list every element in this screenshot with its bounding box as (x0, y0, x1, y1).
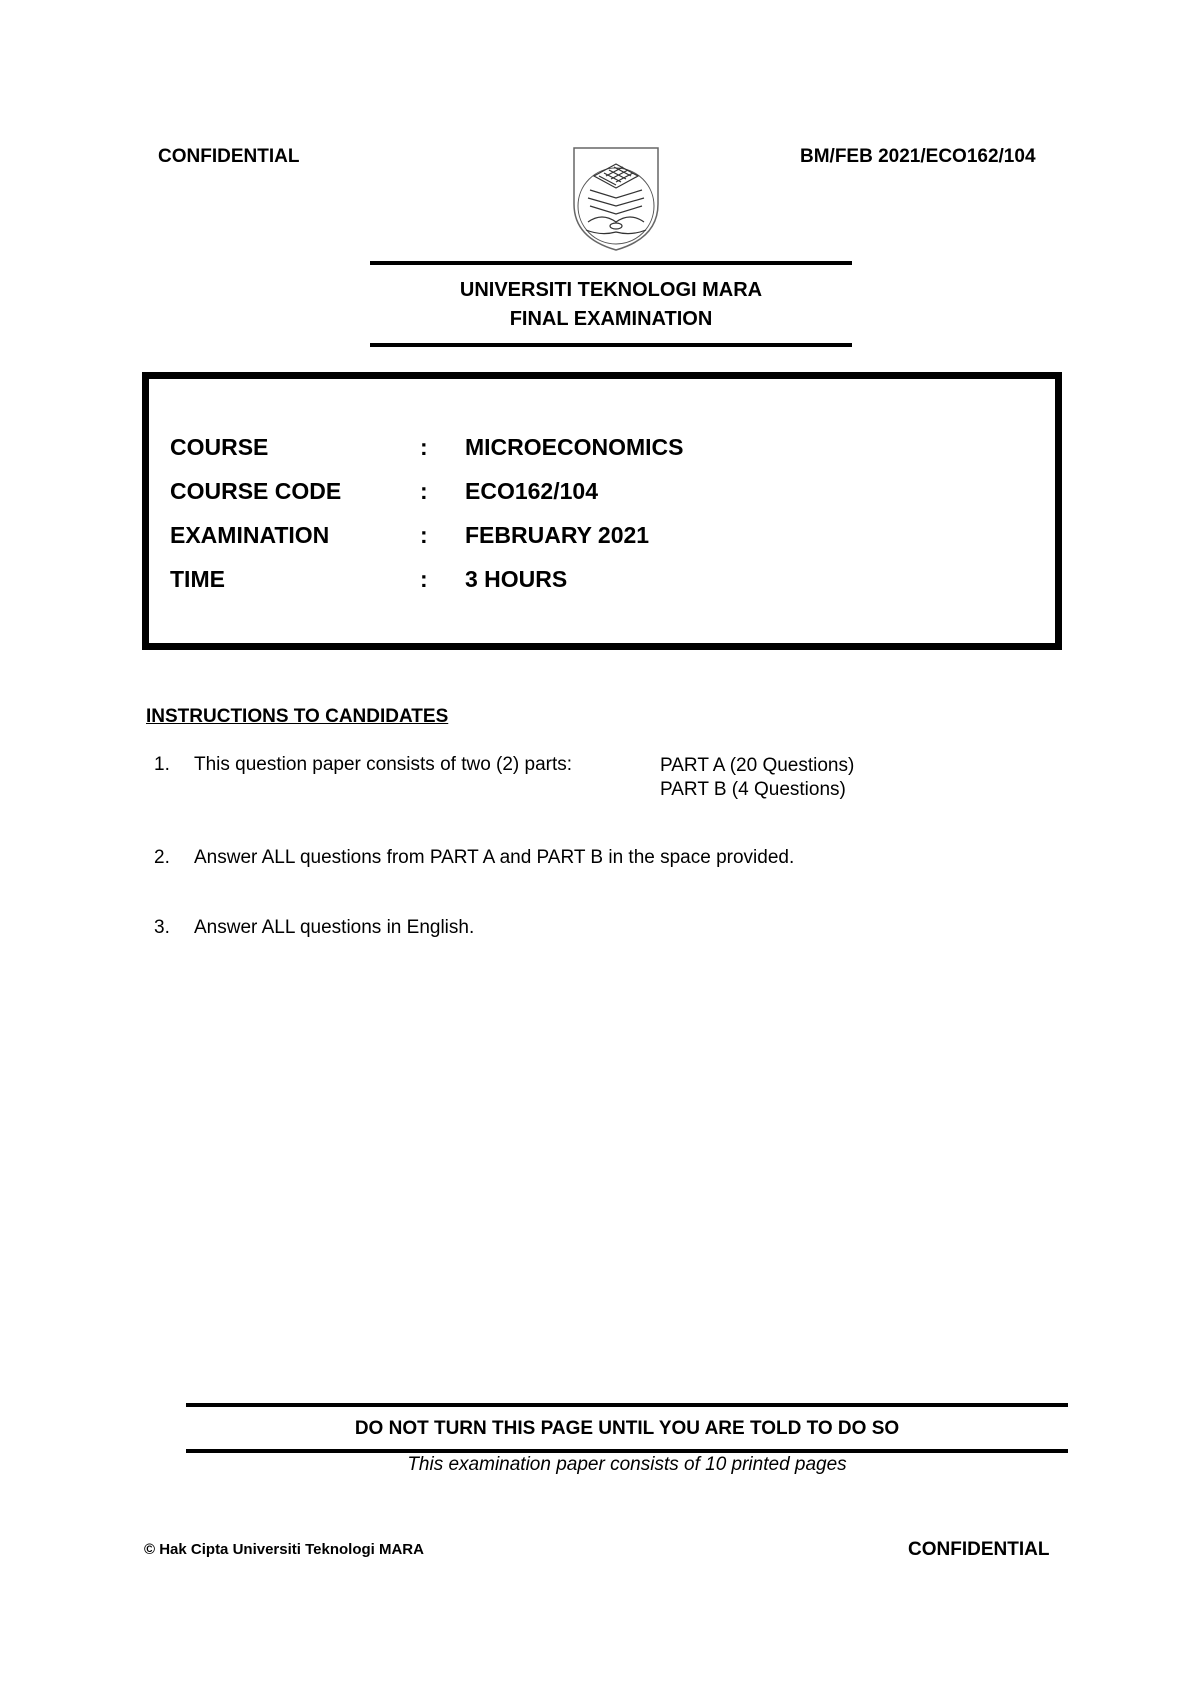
footer-confidential: CONFIDENTIAL (908, 1539, 1050, 1560)
title-rule-bottom (370, 343, 852, 347)
warning-rule-top (186, 1403, 1068, 1407)
info-colon: : (420, 478, 428, 504)
page-count-note: This examination paper consists of 10 printed pages (407, 1454, 847, 1475)
info-value: FEBRUARY 2021 (465, 522, 650, 548)
instruction-number: 3. (154, 917, 170, 938)
instruction-number: 1. (154, 754, 170, 775)
header-confidential: CONFIDENTIAL (158, 146, 300, 167)
part-b-label: PART B (4 Questions) (660, 779, 846, 800)
part-a-label: PART A (20 Questions) (660, 755, 855, 776)
info-colon: : (420, 566, 428, 592)
instruction-text: Answer ALL questions from PART A and PART B in the space provided. (194, 847, 795, 868)
info-label: COURSE (170, 434, 269, 460)
info-value: ECO162/104 (465, 478, 598, 504)
instruction-text: This question paper consists of two (2) parts: (194, 754, 573, 775)
info-label: COURSE CODE (170, 478, 342, 504)
info-colon: : (420, 522, 428, 548)
instruction-text: Answer ALL questions in English. (194, 917, 475, 938)
exam-type: FINAL EXAMINATION (509, 308, 713, 330)
course-info-box (142, 372, 1062, 650)
info-label: TIME (170, 566, 225, 592)
parts-list (660, 754, 854, 802)
uitm-crest-icon (566, 146, 666, 252)
header-paper-code: BM/FEB 2021/ECO162/104 (800, 146, 1036, 167)
info-value: MICROECONOMICS (465, 434, 684, 460)
instructions-heading: INSTRUCTIONS TO CANDIDATES (146, 706, 449, 727)
info-value: 3 HOURS (465, 566, 568, 592)
instruction-number: 2. (154, 847, 170, 868)
copyright-notice: © Hak Cipta Universiti Teknologi MARA (144, 1541, 424, 1558)
info-label: EXAMINATION (170, 522, 330, 548)
title-rule-top (370, 261, 852, 265)
university-name: UNIVERSITI TEKNOLOGI MARA (459, 279, 763, 301)
info-colon: : (420, 434, 428, 460)
warning-rule-bottom (186, 1449, 1068, 1453)
do-not-turn-warning: DO NOT TURN THIS PAGE UNTIL YOU ARE TOLD TO DO SO (354, 1418, 900, 1439)
